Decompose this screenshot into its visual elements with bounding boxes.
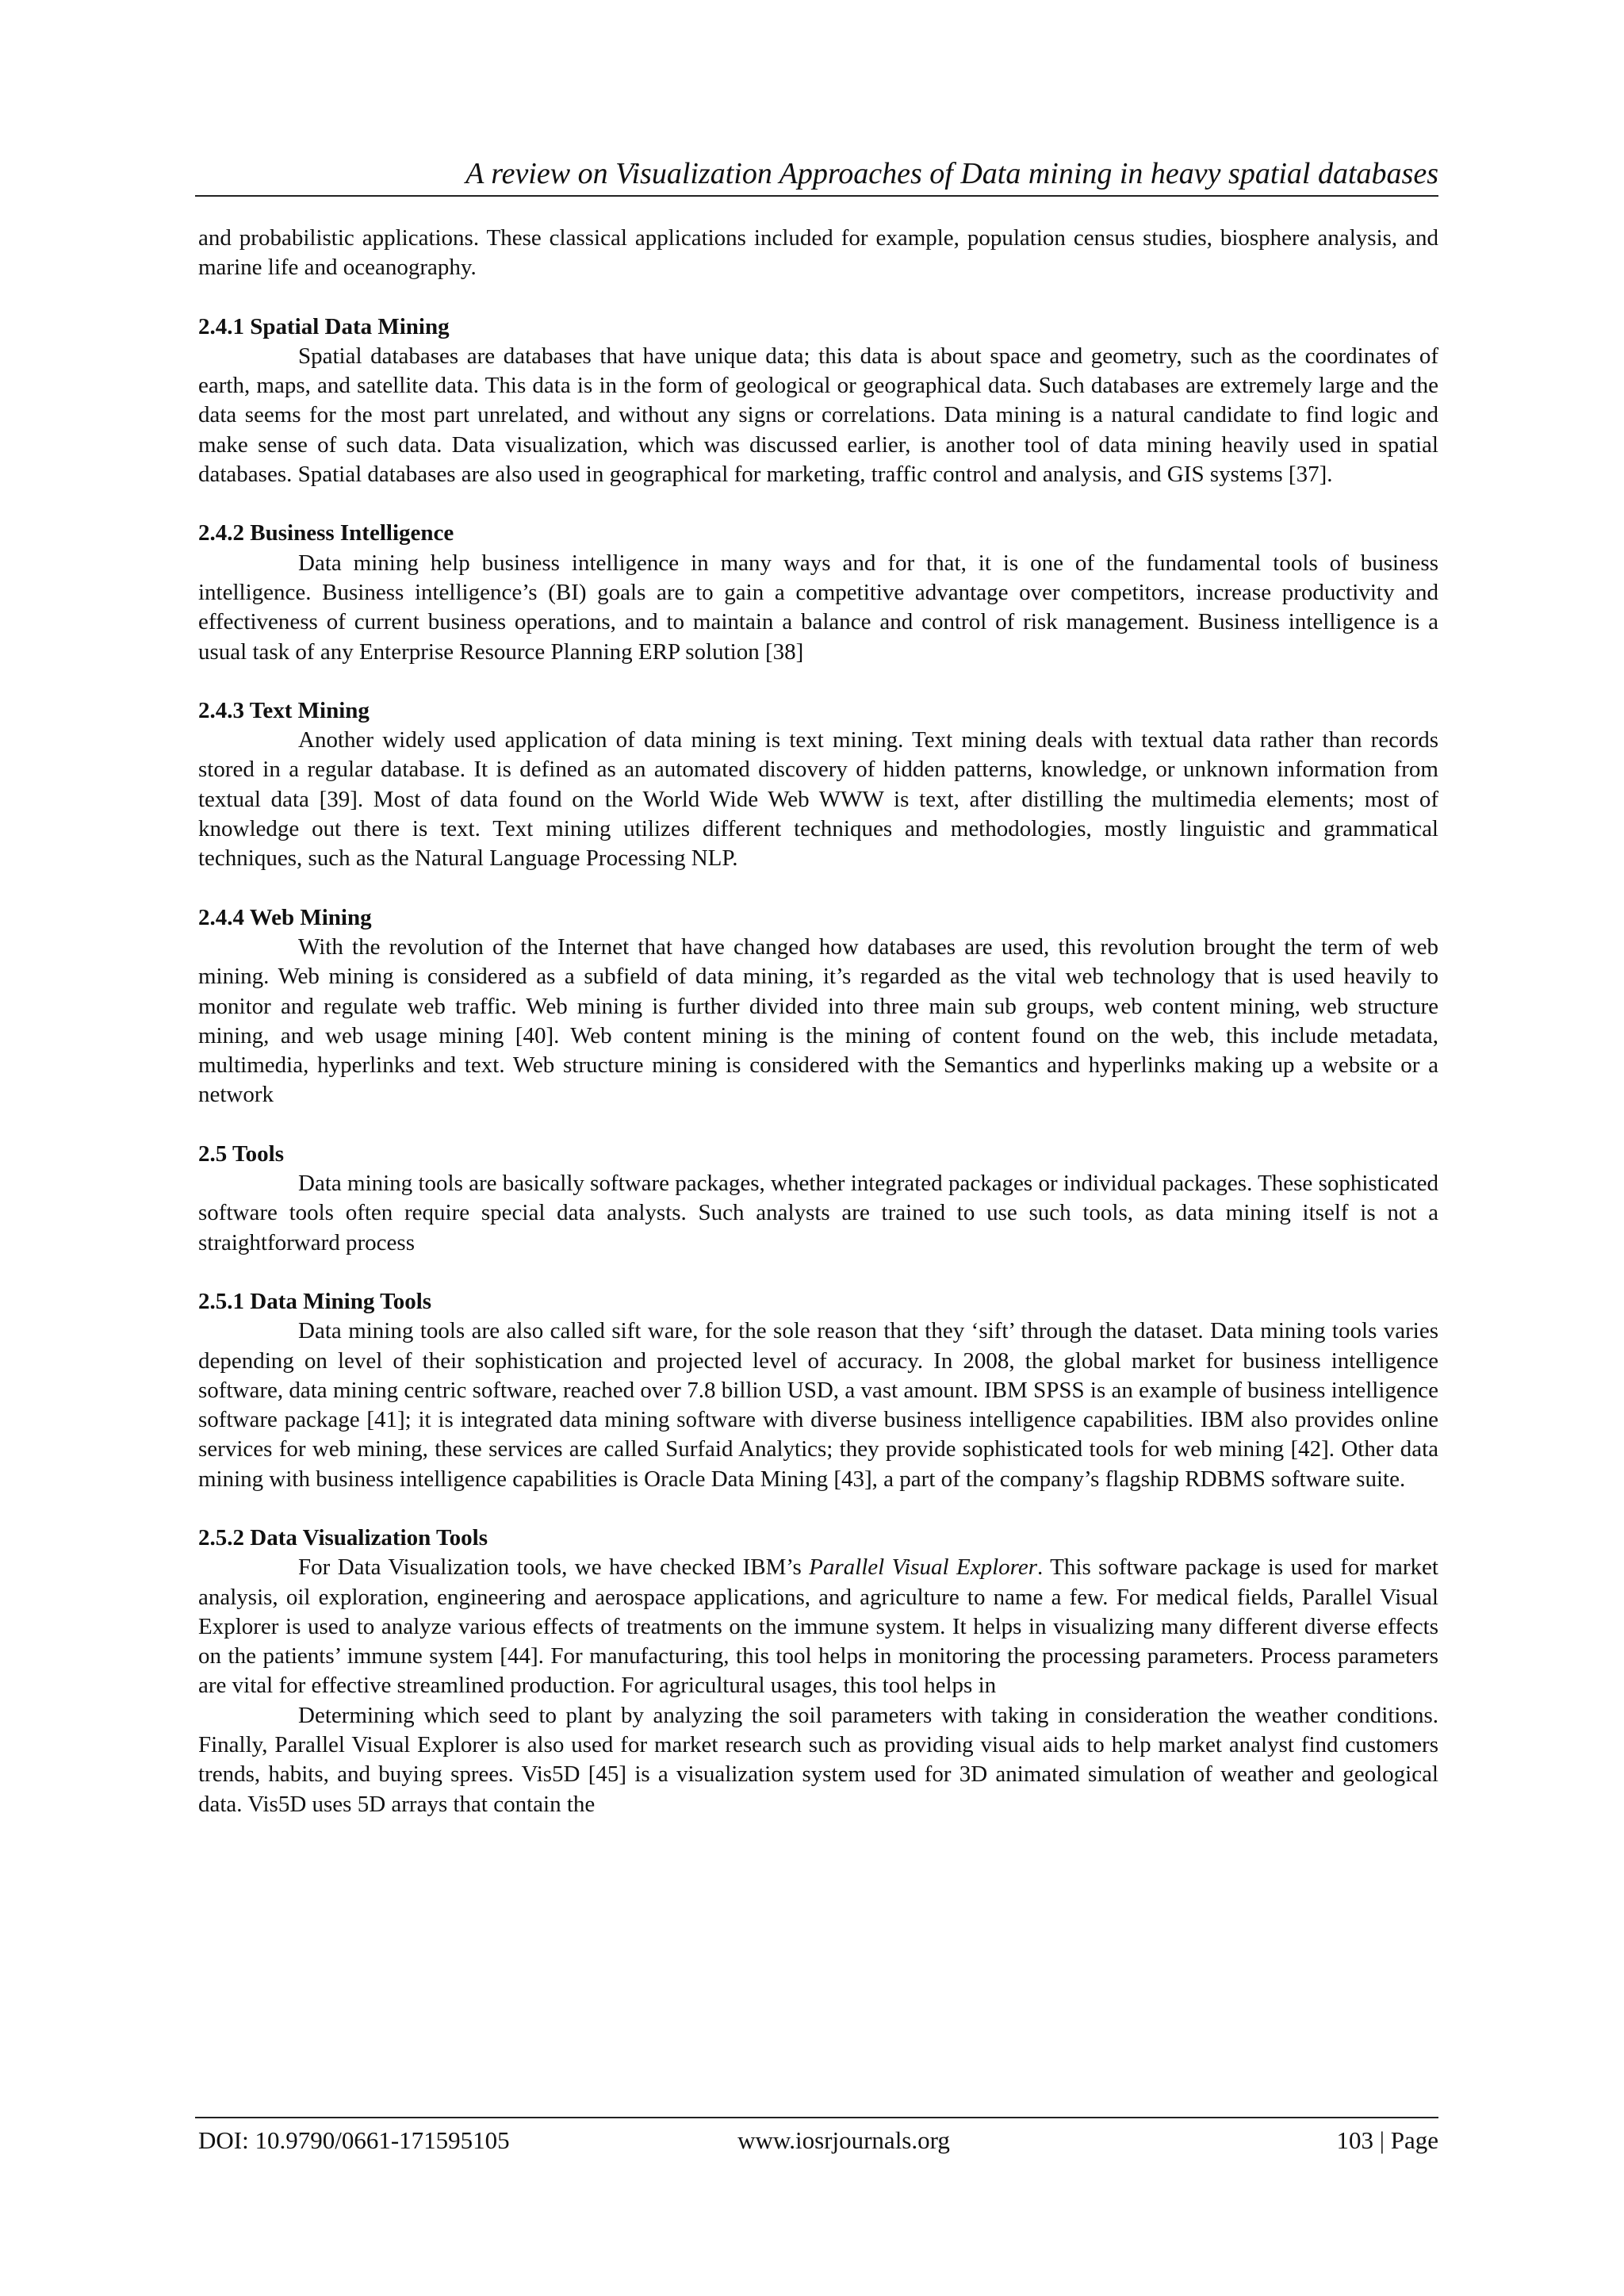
article-body	[198, 224, 1438, 1819]
section-paragraph-spatial-data-mining: Spatial databases are databases that have unique data; this data is about space and geometry, such as the coordinates of earth, maps, and satellite data. This data is in the form of geological or geographical data. Such databases are extremely large and the data seems for the most part unrelated, and without any signs or correlations. Data mining is a natural candidate to find logic and make sense of such data. Data visualization, which was discussed earlier, is another tool of data mining heavily used in spatial databases. Spatial databases are also used in geographical for marketing, traffic control and analysis, and GIS systems [37].	[198, 343, 1438, 488]
header-divider	[195, 195, 1438, 197]
section-heading-text-mining: 2.4.3 Text Mining	[198, 697, 370, 723]
paragraph-text-segment: For Data Visualization tools, we have checked IBM’s	[298, 1554, 810, 1581]
footer-page-number: 103 | Page	[1336, 2126, 1438, 2154]
section-paragraph-tools: Data mining tools are basically software packages, whether integrated packages or individual packages. These sophisticated software tools often require special data analysts. Such analysts are trained to use such tools, as data mining itself is not a straightforward process	[198, 1171, 1438, 1255]
intro-paragraph: and probabilistic applications. These classical applications included for example, population census studies, biosphere analysis, and marine life and oceanography.	[198, 225, 1438, 281]
section-heading-data-visualization-tools: 2.5.2 Data Visualization Tools	[198, 1524, 488, 1550]
section-heading-data-mining-tools: 2.5.1 Data Mining Tools	[198, 1288, 432, 1314]
footer-divider	[195, 2117, 1438, 2118]
section-paragraph-data-visualization-tools-2: Determining which seed to plant by analyzing the soil parameters with taking in consideration the weather conditions. Finally, Parallel Visual Explorer is also used for market research such as providing visual aids to help market analyst find customers trends, habits, and buying sprees. Vis5D [45] is a visualization system used for 3D animated simulation of weather and geological data. Vis5D uses 5D arrays that contain the	[198, 1702, 1438, 1817]
footer-website: www.iosrjournals.org	[737, 2126, 950, 2154]
product-name-emphasis: Parallel Visual Explorer	[809, 1554, 1038, 1581]
section-paragraph-web-mining: With the revolution of the Internet that have changed how databases are used, this revolution brought the term of web mining. Web mining is considered as a subfield of data mining, it’s regarded as the vital web technology that is used heavily to monitor and regulate web traffic. Web mining is further divided into three main sub groups, web content mining, web structure mining, and web usage mining [40]. Web content mining is the mining of content found on the web, this include metadata, multimedia, hyperlinks and text. Web structure mining is considered with the Semantics and hyperlinks making up a website or a network	[198, 933, 1438, 1108]
section-paragraph-business-intelligence: Data mining help business intelligence in many ways and for that, it is one of the fundamental tools of business intelligence. Business intelligence’s (BI) goals are to gain a competitive advantage over competitors, increase productivity and effectiveness of current business operations, and to maintain a balance and control of risk management. Business intelligence is a usual task of any Enterprise Resource Planning ERP solution [38]	[198, 550, 1438, 665]
section-heading-tools: 2.5 Tools	[198, 1140, 284, 1167]
section-heading-spatial-data-mining: 2.4.1 Spatial Data Mining	[198, 313, 450, 339]
section-paragraph-text-mining: Another widely used application of data mining is text mining. Text mining deals with textual data rather than records stored in a regular database. It is defined as an automated discovery of hidden patterns, knowledge, or unknown information from textual data [39]. Most of data found on the World Wide Web WWW is text, after distilling the multimedia elements; most of knowledge out there is text. Text mining utilizes different techniques and methodologies, mostly linguistic and grammatical techniques, such as the Natural Language Processing NLP.	[198, 727, 1438, 872]
section-paragraph-data-visualization-tools-1	[198, 1553, 1438, 1700]
section-heading-web-mining: 2.4.4 Web Mining	[198, 904, 372, 930]
running-header-title: A review on Visualization Approaches of Data mining in heavy spatial databases	[465, 157, 1438, 190]
footer-doi: DOI: 10.9790/0661-171595105	[198, 2126, 510, 2154]
section-paragraph-data-mining-tools: Data mining tools are also called sift ware, for the sole reason that they ‘sift’ through the dataset. Data mining tools varies depending on level of their sophistication and projected level of accuracy. In 2008, the global market for business intelligence software, data mining centric software, reached over 7.8 billion USD, a vast amount. IBM SPSS is an example of business intelligence software package [41]; it is integrated data mining software with diverse business intelligence capabilities. IBM also provides online services for web mining, these services are called Surfaid Analytics; they provide sophisticated tools for web mining [42]. Other data mining with business intelligence capabilities is Oracle Data Mining [43], a part of the company’s flagship RDBMS software suite.	[198, 1318, 1438, 1492]
section-heading-business-intelligence: 2.4.2 Business Intelligence	[198, 520, 454, 546]
paragraph-text-segment: . This software package is used for market analysis, oil exploration, engineering and aerospace applications, and agriculture to name a few. For medical fields, Parallel Visual Explorer is used to analyze various effects of treatments on the immune system. It helps in visualizing many different diverse effects on the patients’ immune system [44]. For manufacturing, this tool helps in monitoring the processing parameters. Process parameters are vital for effective streamlined production. For agricultural usages, this tool helps in	[198, 1554, 1438, 1699]
